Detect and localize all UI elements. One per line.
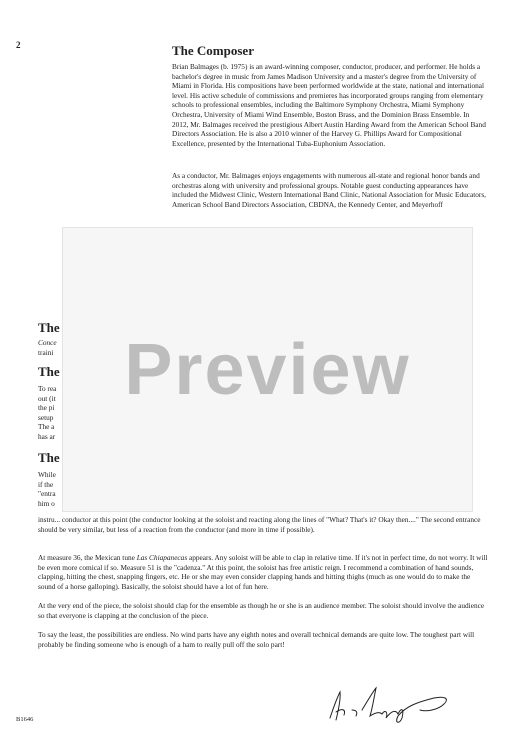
preview-overlay: [63, 228, 472, 511]
section-2-line: setup: [38, 412, 54, 422]
section-heading-1: The: [38, 320, 60, 335]
section-heading-3: The: [38, 450, 60, 465]
section-3-line: if the: [38, 479, 54, 489]
section-3-line: While: [38, 470, 56, 479]
section-3-line: "entra: [38, 489, 56, 499]
mexican-paragraph-rest: appears. Any soloist will be able to clap in relative time. If it's not in perfect time, do not worry. It will be even more comical if so. Measure 51 is the "cadenza." At this point, the soloist has free artistic reign. I recommend a combination of hand sounds, clapping, hitting the chest, snapping fingers, etc. He or she may even consider clapping hands and hitting thighs (much as one would do to make the sound of a horse galloping). Basically, the soloist should have a lot of fun here.: [38, 553, 488, 591]
preview-watermark: Preview: [124, 329, 411, 410]
signature-image: [322, 682, 472, 726]
page-number: 2: [16, 40, 21, 50]
composer-paragraph-2: As a conductor, Mr. Balmages enjoys engagements with numerous all-state and regional honor bands and orchestras along with university and professional groups. Notable guest conducting appearances have included the Midwest Clinic, Western International Band Clinic, National Association for Music Educators, American School Band Directors Association, CBDNA, the Kennedy Center, and Meyerhoff: [172, 171, 486, 209]
section-2-line: the pi: [38, 403, 55, 413]
mexican-tune-paragraph: [38, 553, 488, 591]
composer-paragraph-1: Brian Balmages (b. 1975) is an award-winning composer, conductor, producer, and performer. He holds a bachelor's degree in music from James Madison University and a master's degree from the University of Miami in Florida. His compositions have been performed worldwide at the state, national and international level. His active schedule of commissions and premieres has incorporated groups ranging from elementary schools to professional ensembles, including the Baltimore Symphony Orchestra, Miami Symphony Orchestra, University of Miami Wind Ensemble, Boston Brass, and the Dominion Brass Ensemble. In 2012, Mr. Balmages received the prestigious Albert Austin Harding Award from the American School Band Directors Association. He is also a 2010 winner of the Harvey G. Phillips Award for Compositional Excellence, presented by the International Tuba-Euphonium Association.: [172, 62, 486, 148]
section-3-line: him o: [38, 498, 55, 508]
section-2-line: has ar: [38, 431, 56, 441]
final-paragraph: To say the least, the possibilities are endless. No wind parts have any eighth notes and overall technical demands are quite low. The toughest part will probably be finding someone who is enough of a ham to really pull off the solo part!: [38, 630, 475, 649]
ending-paragraph: At the very end of the piece, the soloist should clap for the ensemble as though he or she is an audience member. The soloist should involve the audience so that everyone is clapping at the conclusion of the piece.: [38, 601, 485, 620]
section-heading-2: The: [38, 364, 60, 379]
mexican-paragraph-start: At measure 36, the Mexican tune: [38, 553, 137, 562]
continuation-paragraph: instru... conductor at this point (the conductor looking at the soloist and reacting along the lines of "What? That's it? Okay then...." The second entrance should be very similar, but less of a reaction from the conductor (and more in time if possible).: [38, 515, 481, 534]
song-title: Las Chiapanecas: [136, 553, 188, 562]
section-1-line-2: traini: [38, 347, 54, 357]
section-2-line: To rea: [38, 384, 57, 393]
footer-code: B1646: [16, 716, 34, 723]
section-1-line-1: Conce: [38, 338, 57, 347]
section-2-line: out (it: [38, 393, 56, 403]
composer-heading: The Composer: [172, 43, 254, 58]
section-2-line: The a: [38, 422, 55, 432]
